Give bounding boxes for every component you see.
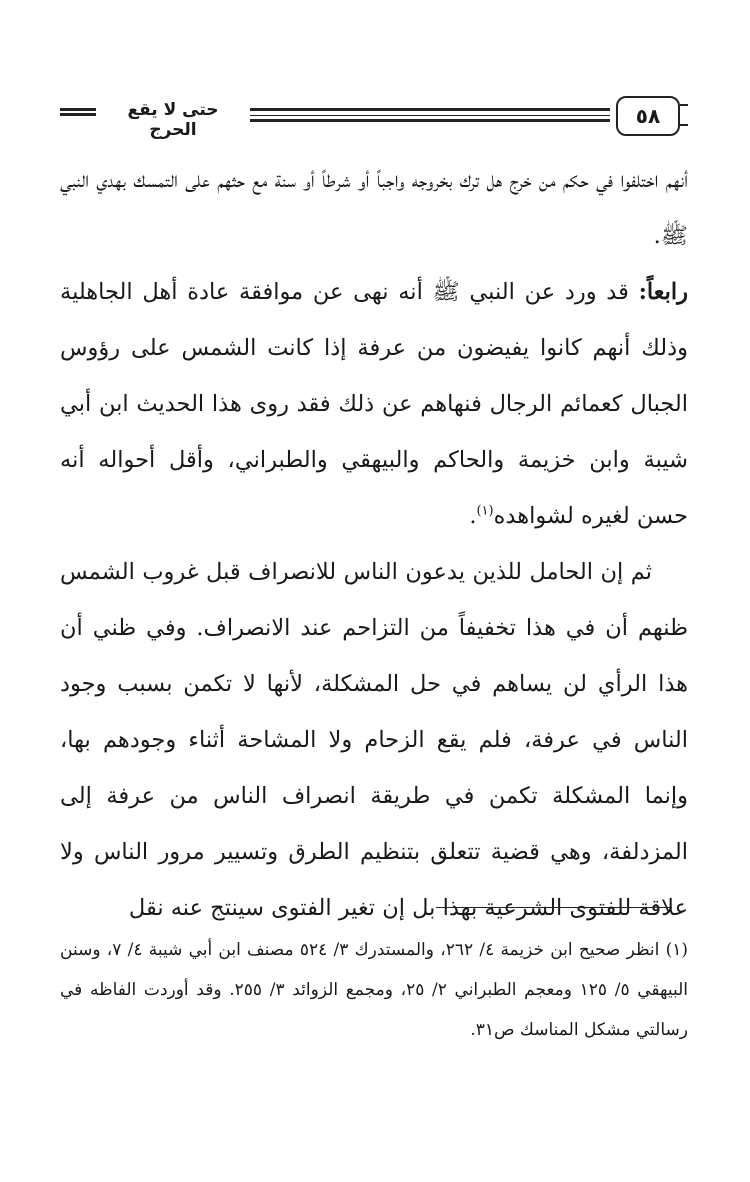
paragraph-2-end: .: [469, 503, 477, 529]
header-rule: [250, 108, 610, 122]
paragraph-3: ثم إن الحامل للذين يدعون الناس للانصراف قبل غروب الشمس ظنهم أن في هذا تخفيفاً من التزاحم عند الانصراف. وفي ظني أن هذا الرأي لن يساهم في حل المشكلة، لأنها لا تكمن بسبب وجود الناس في عرفة، فلم يقع الزحام ولا المشاحة أثناء وجودهم بها، وإنما المشكلة تكمن في طريقة انصراف الناس من عرفة إلى المزدلفة، وهي قضية تتعلق بتنظيم الطرق وتسيير مرور الناس ولا علاقة للفتوى الشرعية بهذا بل إن تغير الفتوى سينتج عنه نقل: [60, 559, 688, 921]
running-title: حتى لا يقع الحرج: [127, 100, 219, 140]
paragraph-1: أنهم اختلفوا في حكم من خرج هل ترك بخروجه واجباً أو شرطاً أو سنة مع حثهم على التمسك بهدي النبي ﷺ.: [60, 167, 688, 249]
paragraph-2-text: قد ورد عن النبي ﷺ أنه نهى عن موافقة عادة أهل الجاهلية وذلك أنهم كانوا يفيضون من عرفة إذا كانت الشمس على رؤوس الجبال كعمائم الرجال فنهاهم عن ذلك فقد روى هذا الحديث ابن أبي شيبة وابن خزيمة والحاكم والبيهقي والطبراني، وأقل أحواله أنه حسن لغيره لشواهده: [60, 279, 688, 529]
body-text: [60, 152, 688, 936]
footnote-separator: [436, 907, 672, 908]
footnote-text: (١) انظر صحيح ابن خزيمة ٤/ ٢٦٢، والمستدرك ٣/ ٥٢٤ مصنف ابن أبي شيبة ٤/ ٧، وسنن البيهقي ٥/ ١٢٥ ومعجم الطبراني ٢/ ٢٥، ومجمع الزوائد ٣/ ٢٥٥. وقد أوردت الفاظه في رسالتي مشكل المناسك ص٣١.: [60, 940, 689, 1040]
paragraph-2-lead: رابعاً:: [638, 279, 688, 305]
header-ornament-left: [60, 108, 96, 120]
paragraph-2: [60, 264, 688, 544]
page-number-tab: [680, 104, 688, 126]
footnote-reference[interactable]: (١): [476, 503, 494, 519]
page-number: ٥٨: [616, 96, 680, 136]
footnote: [60, 930, 688, 1050]
